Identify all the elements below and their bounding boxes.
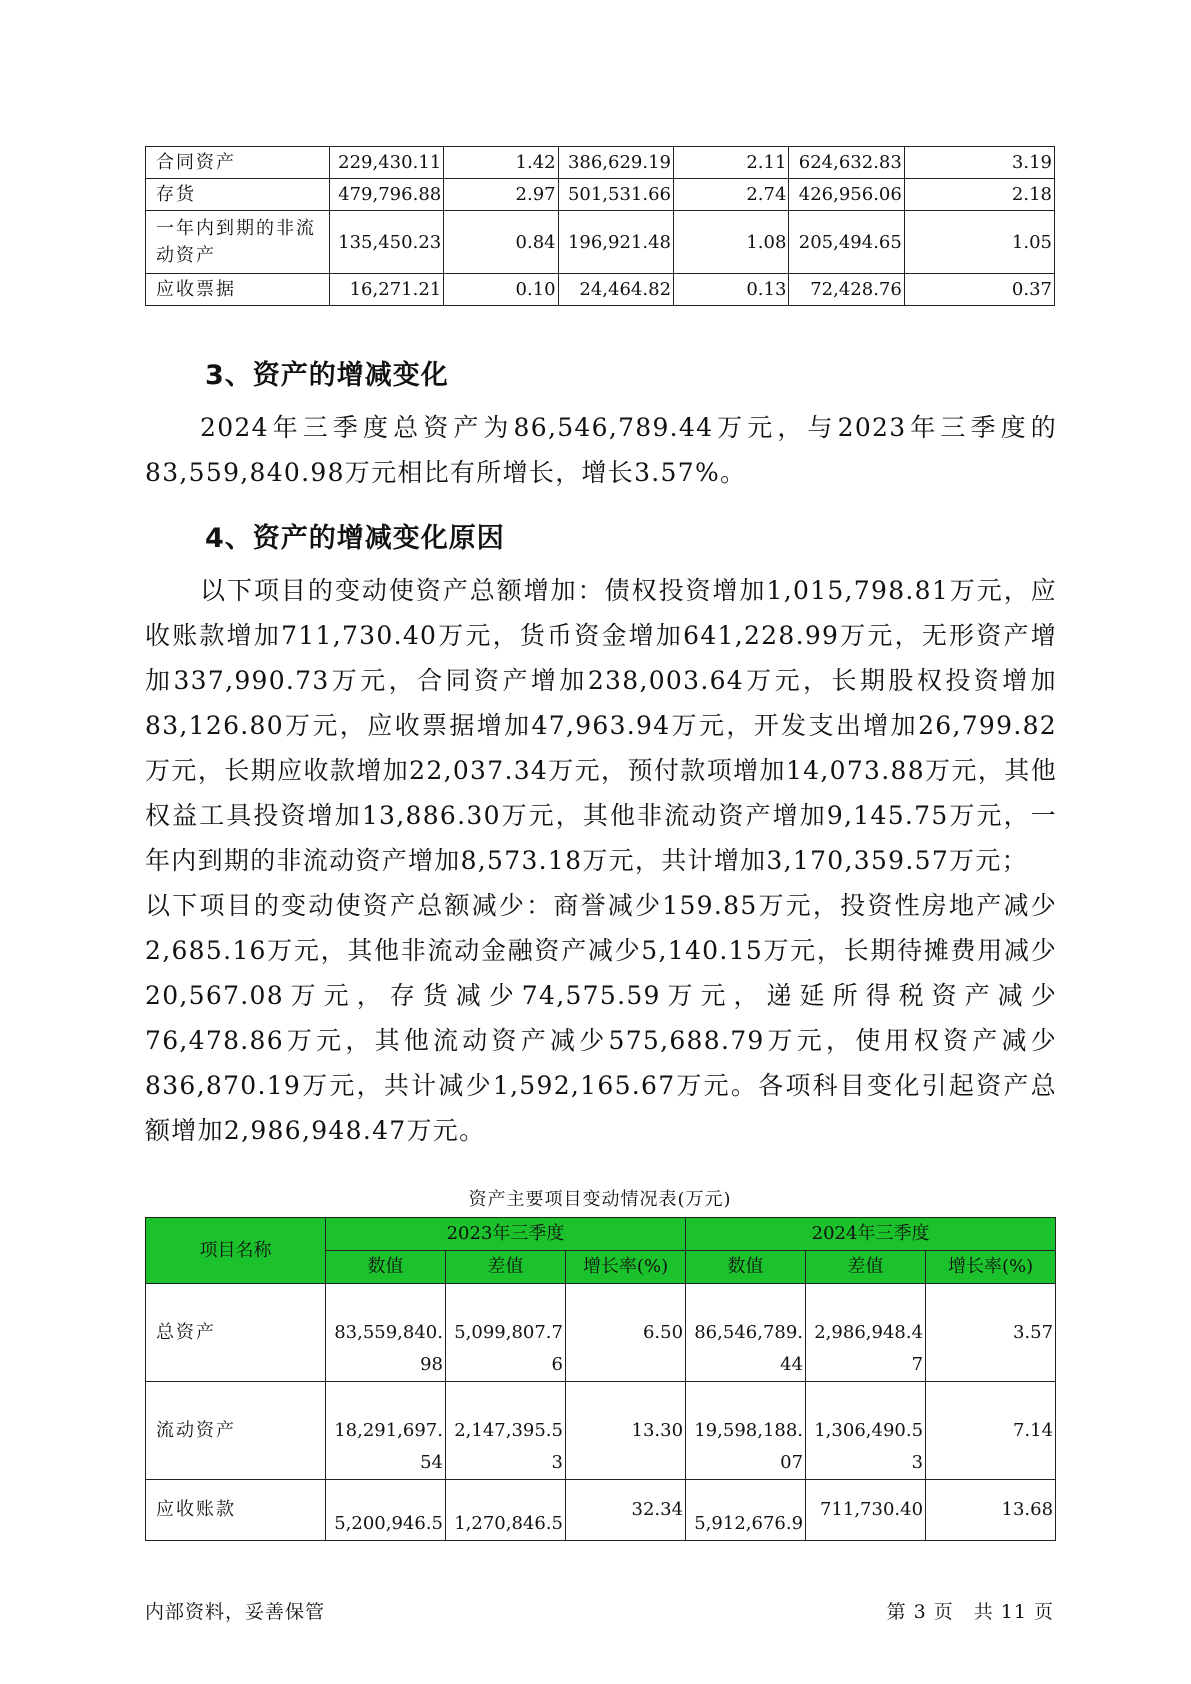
table-row	[146, 179, 1055, 211]
cell-value: 5,912,676.9	[686, 1480, 806, 1541]
table-row	[146, 147, 1055, 179]
cell-value: 0.13	[674, 274, 789, 306]
header-value: 数值	[686, 1251, 806, 1284]
cell-value: 16,271.21	[329, 274, 443, 306]
cell-value: 5,200,946.5	[326, 1480, 446, 1541]
cell-diff: 5,099,807.7 6	[446, 1284, 566, 1382]
paragraph-text: 以下项目的变动使资产总额增加：债权投资增加1,015,798.81万元，应收账款增加711,730.40万元，货币资金增加641,228.99万元，无形资产增加337,990.73万元，合同资产增加238,003.64万元，长期股权投资增加83,126.80万元，应收票据增加47,963.94万元，开发支出增加26,799.82万元，长期应收款增加22,037.34万元，预付款项增加14,073.88万元，其他权益工具投资增加13,886.30万元，其他非流动资产增加9,145.75万元，一年内到期的非流动资产增加8,573.18万元，共计增加3,170,359.57万元；	[145, 576, 1057, 875]
asset-change-table	[145, 1217, 1056, 1541]
cell-value: 426,956.06	[789, 179, 904, 211]
section-heading: 3、资产的增减变化	[205, 360, 449, 391]
header-diff: 差值	[806, 1251, 926, 1284]
cell-value: 18,291,697. 54	[326, 1382, 446, 1480]
cell-rate: 13.30	[566, 1382, 686, 1480]
section-paragraph	[145, 405, 1057, 495]
footer-page-number: 第 3 页 共 11 页	[886, 1601, 1054, 1623]
header-rate: 增长率(%)	[566, 1251, 686, 1284]
cell-value: 2.18	[904, 179, 1054, 211]
header-rate: 增长率(%)	[926, 1251, 1056, 1284]
cell-value: 501,531.66	[558, 179, 673, 211]
cell-rate: 13.68	[926, 1480, 1056, 1541]
cell-value: 24,464.82	[558, 274, 673, 306]
cell-value: 0.10	[444, 274, 558, 306]
cell-value: 3.19	[904, 147, 1054, 179]
cell-rate: 32.34	[566, 1480, 686, 1541]
cell-value: 2.74	[674, 179, 789, 211]
cell-diff: 2,986,948.4 7	[806, 1284, 926, 1382]
row-name: 应收票据	[146, 274, 330, 306]
row-name: 存货	[146, 179, 330, 211]
header-period-2024: 2024年三季度	[686, 1218, 1056, 1251]
cell-value: 83,559,840. 98	[326, 1284, 446, 1382]
section-heading: 4、资产的增减变化原因	[205, 523, 505, 554]
table-row	[146, 1382, 1056, 1480]
cell-value: 86,546,789. 44	[686, 1284, 806, 1382]
cell-rate: 6.50	[566, 1284, 686, 1382]
paragraph-text: 以下项目的变动使资产总额减少：商誉减少159.85万元，投资性房地产减少2,685.16万元，其他非流动金融资产减少5,140.15万元，长期待摊费用减少20,567.08万元，存货减少74,575.59万元，递延所得税资产减少76,478.86万元，其他流动资产减少575,688.79万元，使用权资产减少836,870.19万元，共计减少1,592,165.67万元。各项科目变化引起资产总额增加2,986,948.47万元。	[145, 891, 1057, 1145]
table-row	[146, 274, 1055, 306]
header-diff: 差值	[446, 1251, 566, 1284]
cell-value: 72,428.76	[789, 274, 904, 306]
cell-value: 2.11	[674, 147, 789, 179]
table-header-row	[146, 1218, 1056, 1251]
cell-value: 19,598,188. 07	[686, 1382, 806, 1480]
cell-value: 196,921.48	[558, 211, 673, 274]
cell-value: 624,632.83	[789, 147, 904, 179]
row-name: 合同资产	[146, 147, 330, 179]
cell-value: 479,796.88	[329, 179, 443, 211]
row-name: 流动资产	[146, 1382, 326, 1480]
cell-diff: 2,147,395.5 3	[446, 1382, 566, 1480]
table-row	[146, 1284, 1056, 1382]
cell-value: 1.05	[904, 211, 1054, 274]
cell-value: 2.97	[444, 179, 558, 211]
cell-diff: 711,730.40	[806, 1480, 926, 1541]
header-value: 数值	[326, 1251, 446, 1284]
cell-value: 1.42	[444, 147, 558, 179]
row-name: 应收账款	[146, 1480, 326, 1541]
header-item-name: 项目名称	[146, 1218, 326, 1284]
table-caption: 资产主要项目变动情况表(万元)	[468, 1189, 732, 1210]
section-paragraph	[145, 568, 1057, 1153]
footer-confidential-note: 内部资料，妥善保管	[145, 1601, 326, 1623]
row-name: 总资产	[146, 1284, 326, 1382]
cell-value: 0.37	[904, 274, 1054, 306]
cell-value: 135,450.23	[329, 211, 443, 274]
cell-diff: 1,306,490.5 3	[806, 1382, 926, 1480]
table-row	[146, 1480, 1056, 1541]
table-row	[146, 211, 1055, 274]
paragraph-text: 2024年三季度总资产为86,546,789.44万元，与2023年三季度的83,559,840.98万元相比有所增长，增长3.57%。	[145, 413, 1057, 487]
cell-diff: 1,270,846.5	[446, 1480, 566, 1541]
cell-value: 386,629.19	[558, 147, 673, 179]
cell-value: 1.08	[674, 211, 789, 274]
cell-value: 229,430.11	[329, 147, 443, 179]
row-name: 一年内到期的非流动资产	[146, 211, 330, 274]
cell-value: 0.84	[444, 211, 558, 274]
asset-structure-table	[145, 146, 1055, 306]
header-period-2023: 2023年三季度	[326, 1218, 686, 1251]
cell-value: 205,494.65	[789, 211, 904, 274]
cell-rate: 3.57	[926, 1284, 1056, 1382]
cell-rate: 7.14	[926, 1382, 1056, 1480]
